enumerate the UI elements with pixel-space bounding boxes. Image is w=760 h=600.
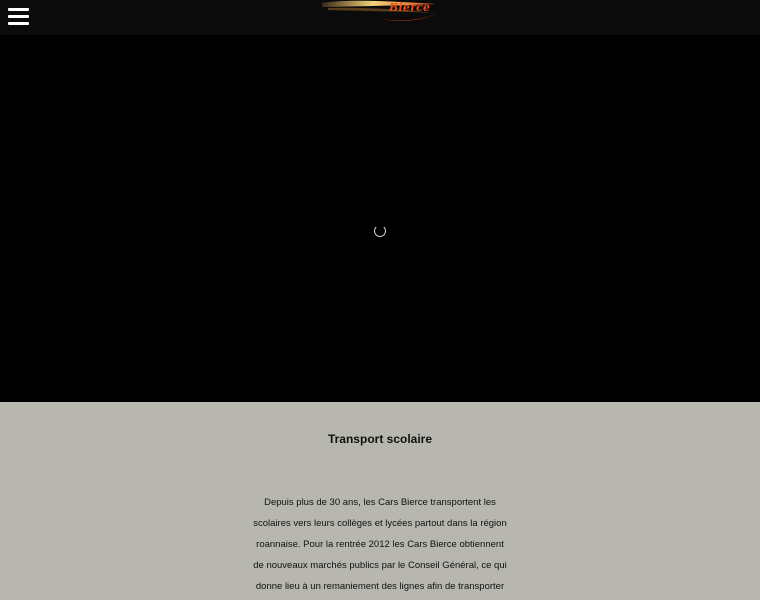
site-logo[interactable] — [318, 0, 442, 24]
body-line: de nouveaux marchés publics par le Conseil Général, ce qui — [253, 560, 507, 571]
logo-text: Bierce — [389, 1, 431, 14]
spinner-icon — [374, 225, 386, 237]
section-title: Transport scolaire — [327, 432, 433, 446]
hero-slideshow — [0, 35, 760, 402]
content-section — [0, 402, 760, 600]
body-line: roannaise. Pour la rentrée 2012 les Cars Bierce obtiennent — [256, 539, 504, 550]
body-line: Depuis plus de 30 ans, les Cars Bierce transportent les — [264, 497, 496, 508]
body-line: scolaires vers leurs collèges et lycées partout dans la région — [253, 518, 507, 529]
hamburger-menu-icon[interactable] — [8, 7, 30, 27]
menu-line — [8, 22, 29, 25]
menu-line — [8, 8, 29, 11]
top-navigation-bar — [0, 0, 760, 35]
menu-line — [8, 15, 29, 18]
body-line: donne lieu à un remaniement des lignes afin de transporter — [255, 581, 505, 592]
section-body — [251, 492, 509, 597]
